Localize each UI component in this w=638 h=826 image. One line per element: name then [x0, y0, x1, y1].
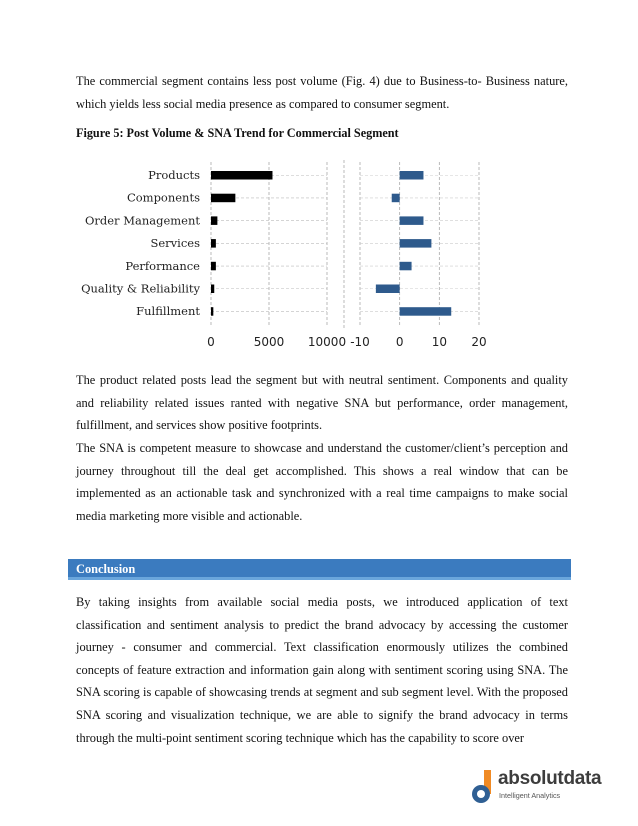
left-tick-label: 10000 [307, 335, 347, 349]
left-category-label: Components [126, 190, 200, 205]
sna-bar [400, 216, 424, 225]
left-category-label: Products [148, 168, 200, 182]
conclusion-heading-bar [68, 559, 571, 580]
sna-bar [392, 194, 400, 203]
right-tick-label: 10 [431, 335, 447, 349]
sna-bar [400, 262, 412, 271]
right-tick-label: 0 [395, 335, 404, 349]
product-paragraph: The product related posts lead the segment but with neutral sentiment. Components and quality and reliability related issues ranted with negative SNA but performance, order management, fulfillment, and services show positive footprints. [76, 373, 568, 433]
conclusion-heading: Conclusion [76, 562, 136, 576]
sna-bar [376, 285, 400, 294]
volume-bar [211, 216, 217, 225]
sna-bar [400, 171, 424, 180]
sna-paragraph: The SNA is competent measure to showcase and understand the customer/client’s perception and journey throughout till the deal get accomplished. This shows a real window that can be implemented as an actionable task and synchronized with a real time campaigns to make social media marketing more visible and actionable. [76, 441, 568, 523]
figure-5-chart [76, 160, 496, 355]
left-category-label: Quality & Reliability [81, 281, 200, 296]
left-category-label: Services [150, 236, 200, 251]
left-tick-label: 5000 [253, 335, 285, 349]
volume-bar [211, 285, 214, 294]
sna-bar [400, 307, 452, 316]
intro-paragraph: The commercial segment contains less post volume (Fig. 4) due to Business-to- Business nature, which yields less social media presence as compared to consumer segment. [76, 74, 568, 111]
conclusion-paragraph: By taking insights from available social media posts, we introduced application of text classification and sentiment analysis to predict the brand advocacy by accessing the customer journey - consumer and commercial. Text classification enormously utilizes the combined concepts of feature extraction and information gain along with sentiment scoring using SNA. The SNA scoring is capable of showcasing trends at segment and sub segment level. With the proposed SNA scoring and visualization technique, we are able to signify the brand advocacy in terms through the multi-point sentiment scoring technique which has the capability to score over [76, 595, 568, 745]
post-volume-panel [81, 160, 346, 349]
logo-tagline: Intelligent Analytics [499, 791, 561, 800]
absolutdata-logo [470, 768, 610, 808]
left-category-label: Fulfillment [136, 304, 200, 319]
left-category-label: Performance [125, 258, 200, 273]
right-tick-label: 20 [471, 335, 487, 349]
volume-bar [211, 239, 216, 248]
logo-name: absolutdata [498, 768, 602, 789]
volume-bar [211, 307, 213, 316]
left-category-label: Order Management [84, 213, 200, 228]
sna-trend-panel [350, 162, 486, 349]
left-tick-label: 0 [207, 335, 215, 349]
sna-bar [400, 239, 432, 248]
logo-mark-hole [477, 790, 485, 798]
volume-bar [211, 171, 272, 180]
logo-mark-icon [470, 770, 496, 806]
volume-bar [211, 194, 235, 203]
right-tick-label: -10 [350, 335, 370, 349]
figure-caption: Figure 5: Post Volume & SNA Trend for Commercial Segment [76, 126, 399, 140]
volume-bar [211, 262, 216, 271]
